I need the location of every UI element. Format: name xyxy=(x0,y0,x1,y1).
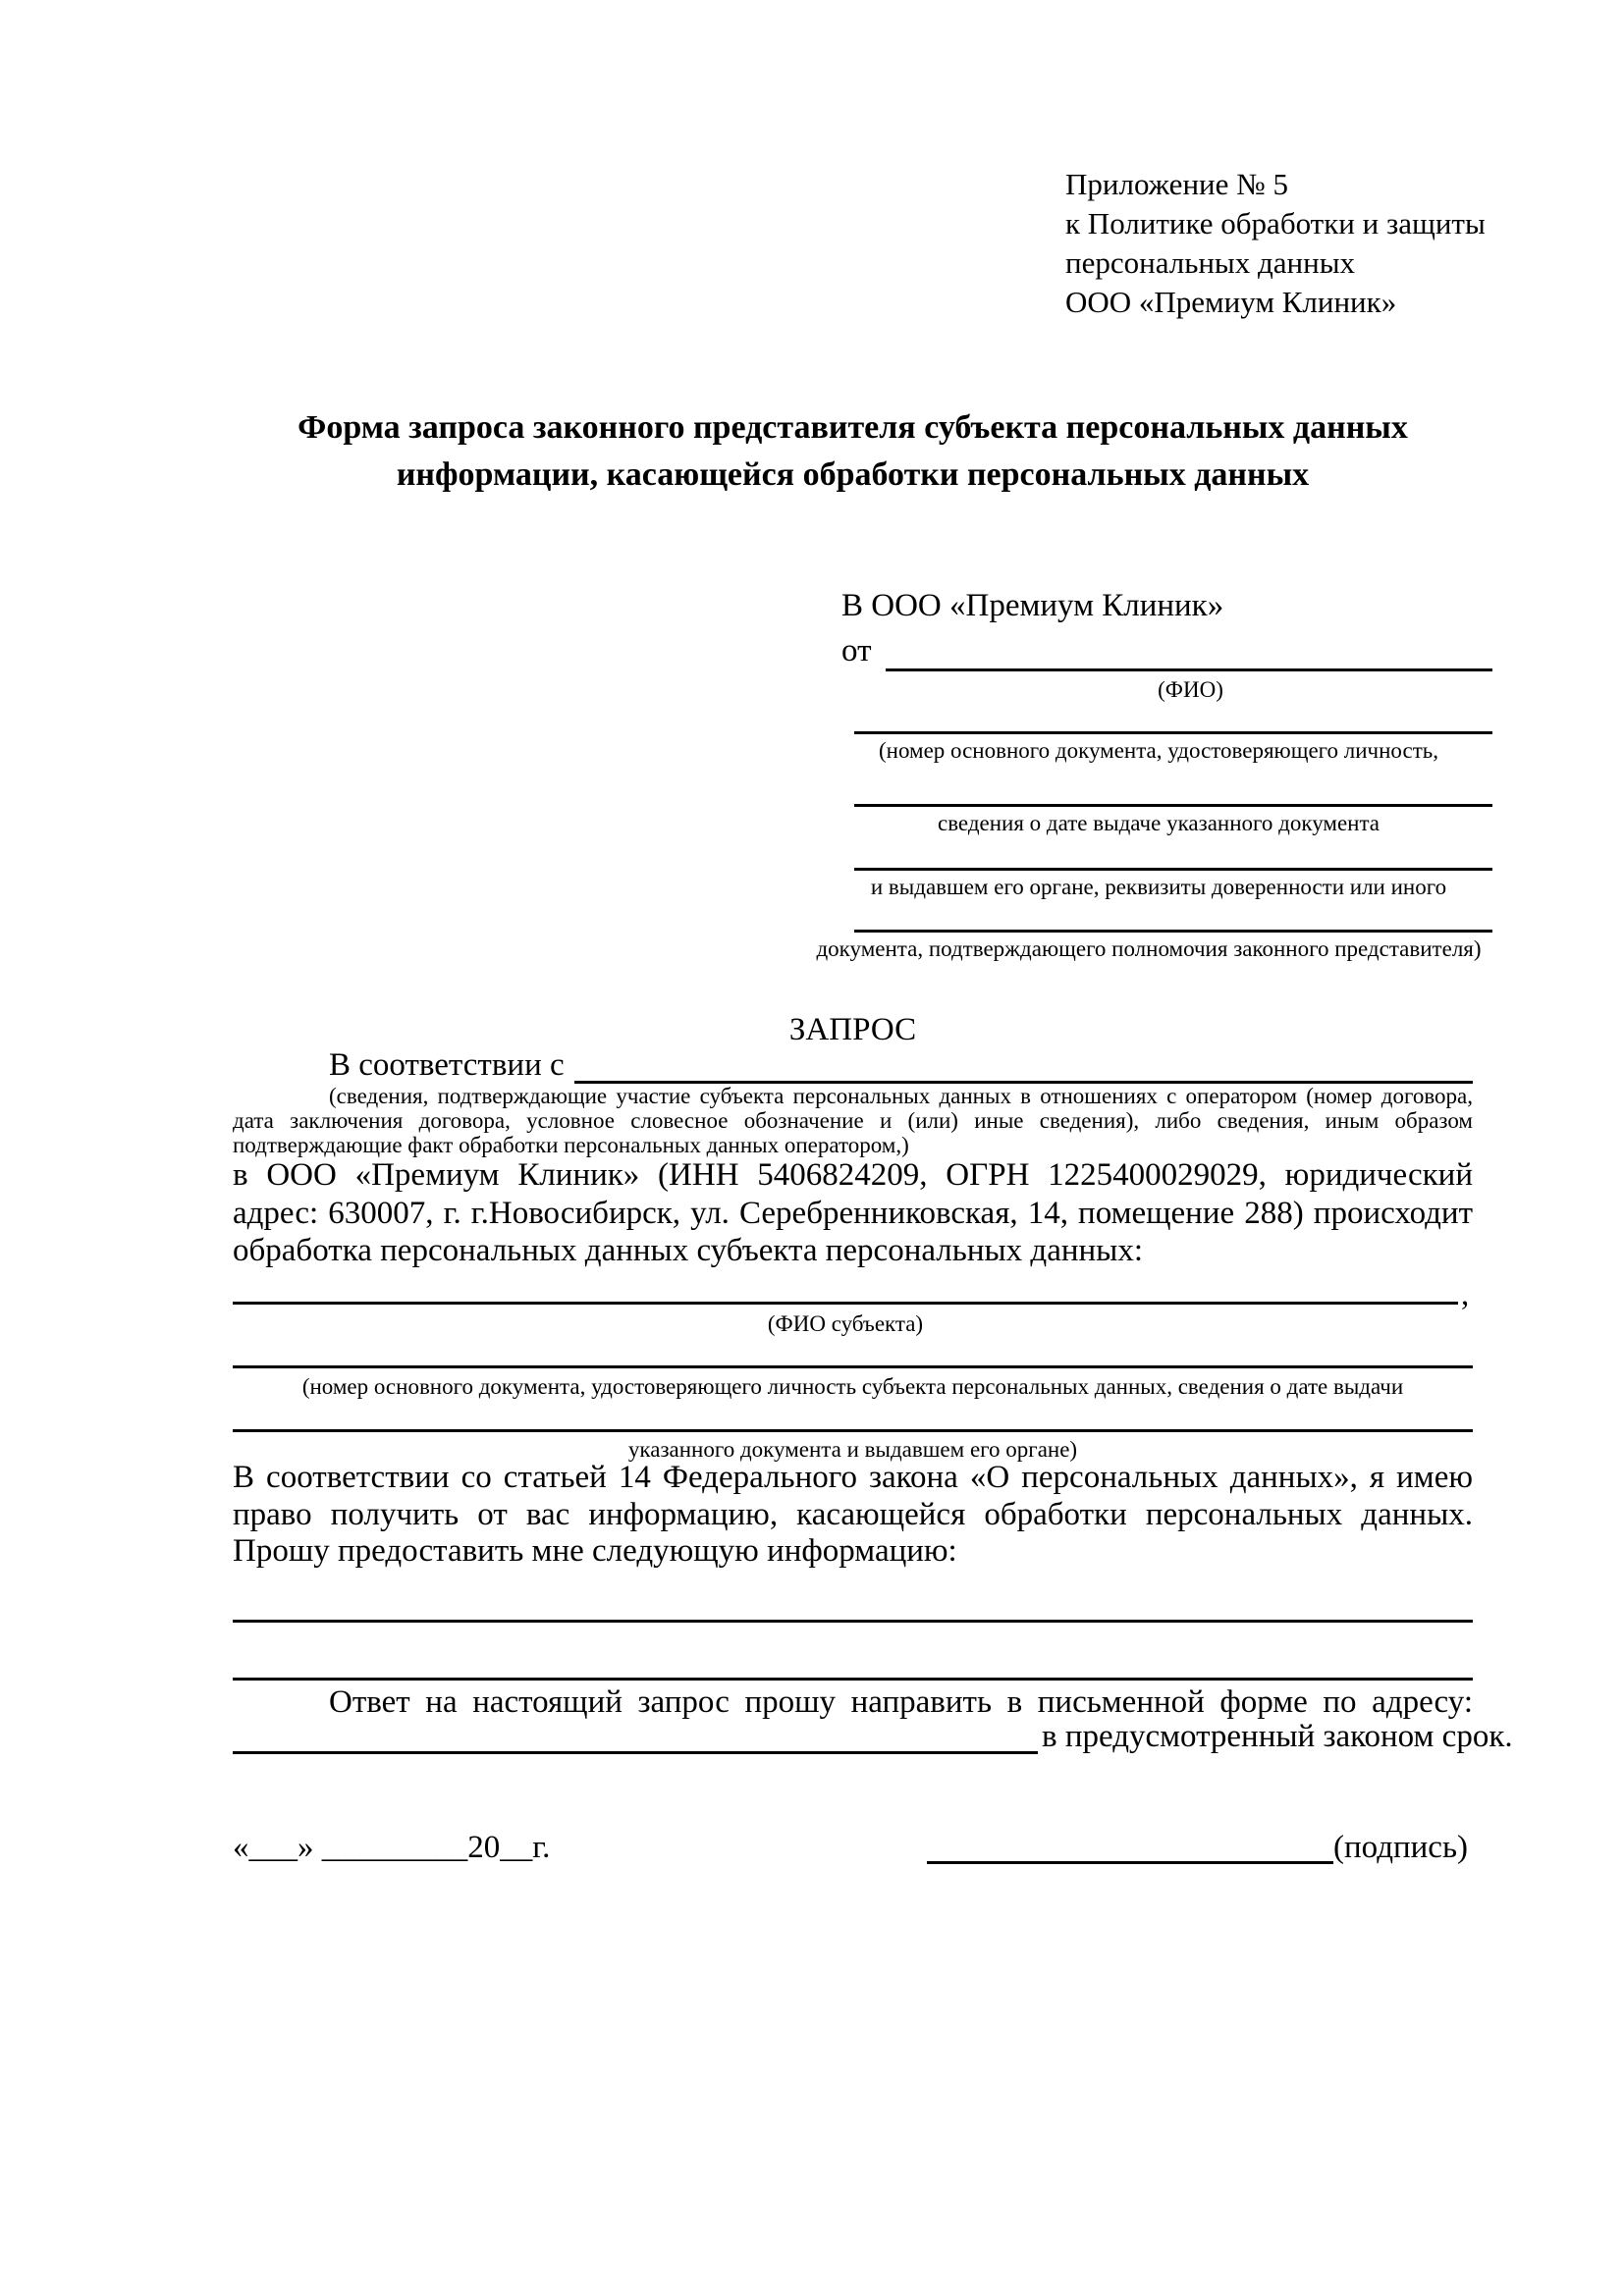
representative-doc-blank-line-1 xyxy=(854,731,1492,734)
reply-address-row xyxy=(233,1718,1513,1754)
reply-address-blank-line xyxy=(233,1718,1038,1754)
subject-doc-caption-1: (номер основного документа, удостоверяющего личность субъекта персональных данных, сведения о дате выдачи xyxy=(301,1374,1404,1399)
annex-policy-line: к Политике обработки и защиты xyxy=(1065,206,1486,240)
from-blank-line xyxy=(886,632,1493,671)
representative-doc-blank-line-2 xyxy=(854,804,1492,807)
representative-doc-caption-3: и выдавшем его органе, реквизиты доверенности или иного xyxy=(870,875,1447,899)
page-title-line1: Форма запроса законного представителя субъекта персональных данных xyxy=(298,409,1408,446)
date-blank: «___» _________20__г. xyxy=(233,1830,551,1865)
subject-fio-comma: , xyxy=(1461,1277,1470,1312)
reply-sentence: Ответ на настоящий запрос прошу направить в письменной форме по адресу: xyxy=(329,1684,1473,1720)
representative-doc-caption-1: (номер основного документа, удостоверяющего личность, xyxy=(878,738,1438,763)
information-blank-line-2 xyxy=(233,1678,1473,1681)
representative-doc-caption-4: документа, подтверждающего полномочия законного представителя) xyxy=(816,936,1482,961)
subject-fio-caption: (ФИО субъекта) xyxy=(767,1311,924,1336)
operator-paragraph: в ООО «Премиум Клиник» (ИНН 5406824209, ОГРН 1225400029029, юридический адрес: 630007, г. г.Новосибирск, ул. Серебренниковская, 14, помещение 288) происходит обработка персональных данных субъекта персональных данных: xyxy=(233,1157,1473,1268)
subject-doc-blank-line-1 xyxy=(233,1365,1473,1368)
basis-blank-line xyxy=(574,1046,1473,1084)
request-heading: ЗАПРОС xyxy=(788,1012,917,1047)
page-title xyxy=(193,404,1512,499)
subject-doc-caption-2: указанного документа и выдавшем его органе) xyxy=(627,1437,1078,1462)
signature-caption: (подпись) xyxy=(1333,1830,1468,1865)
fio-caption: (ФИО) xyxy=(1158,677,1223,702)
reply-tail: в предусмотренный законом срок. xyxy=(1042,1719,1513,1754)
addressee-organization: В ООО «Премиум Клиник» xyxy=(841,588,1224,623)
representative-doc-blank-line-3 xyxy=(854,868,1492,871)
signature-blank-line xyxy=(927,1861,1333,1864)
annex-header xyxy=(1065,165,1486,322)
annex-number: Приложение № 5 xyxy=(1065,167,1288,201)
information-blank-line-1 xyxy=(233,1620,1473,1623)
page-title-line2: информации, касающейся обработки персональных данных xyxy=(396,456,1310,493)
basis-label: В соответствии с xyxy=(329,1047,565,1083)
annex-company: ООО «Премиум Клиник» xyxy=(1065,285,1397,319)
basis-row xyxy=(329,1046,1473,1084)
law-paragraph: В соответствии со статьей 14 Федерального закона «О персональных данных», я имею право получить от вас информацию, касающейся обработки персональных данных. Прошу предоставить мне следующую информацию: xyxy=(233,1460,1473,1569)
from-label: от xyxy=(841,633,872,668)
representative-doc-caption-2: сведения о дате выдаче указанного документа xyxy=(937,811,1380,835)
subject-doc-blank-line-2 xyxy=(233,1429,1473,1432)
basis-fineprint: (сведения, подтверждающие участие субъекта персональных данных в отношениях с оператором (номер договора, дата заключения договора, условное словесное обозначение и (или) иные сведения), либо сведения, иным образом подтверждающие факт обработки персональных данных оператором,) xyxy=(233,1084,1473,1157)
representative-doc-blank-line-4 xyxy=(854,930,1492,933)
annex-policy-line2: персональных данных xyxy=(1065,245,1356,280)
subject-fio-blank-line xyxy=(233,1302,1458,1305)
from-row xyxy=(841,632,1492,671)
